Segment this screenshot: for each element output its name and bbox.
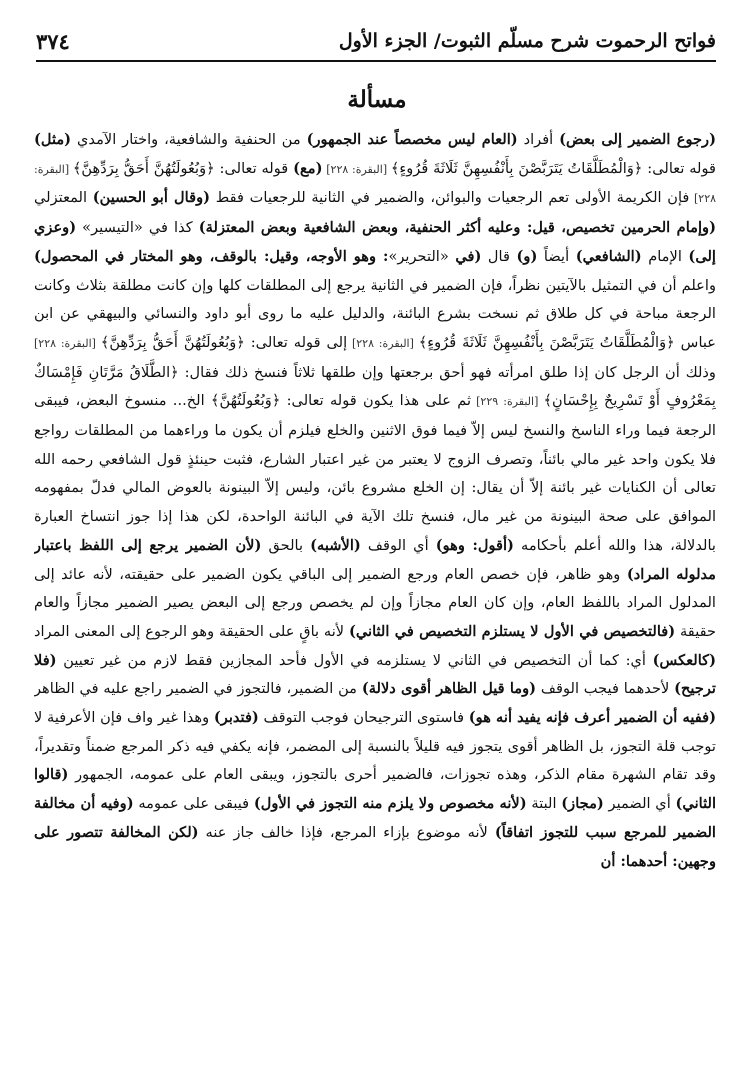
commentary-text: الإمام — [641, 247, 689, 265]
commentary-text: فيبقى على عمومه — [133, 795, 254, 813]
commentary-text: فإن الكريمة الأولى تعم الرجعيات والبوائن، والضمير في الثانية للرجعيات فقط — [210, 189, 690, 207]
commentary-text: لأنه باقٍ على الحقيقة وهو الرجوع إلى المعنى المراد — [34, 622, 349, 640]
commentary-text: أيضاً — [537, 247, 576, 265]
page-number: ٣٧٤ — [36, 28, 70, 54]
matn-text: (و) — [516, 247, 538, 265]
matn-text: (الأشبه) — [310, 536, 361, 554]
matn-text: (وعزي إلى) — [34, 219, 716, 265]
quran-verse: ﴿الطَّلَاقُ مَرَّتَانِ فَإِمْسَاكٌ بِمَعْرُوفٍ أَوْ تَسْرِيحٌ بِإِحْسَانٍ﴾ — [34, 363, 716, 410]
matn-text: (وإمام الحرمين تخصيص، قيل: وعليه أكثر الحنفية، وبعض الشافعية وبعض المعتزلة) — [198, 219, 716, 237]
commentary-text: كذا في «التيسير» — [76, 219, 199, 237]
matn-text: (قالوا الثاني) — [34, 766, 716, 813]
commentary-text: أي الوقف — [360, 536, 436, 554]
commentary-text: قوله تعالى: — [214, 159, 294, 177]
commentary-text: واعلم أن في التمثيل بالآيتين نظراً، فإن الضمير في الثانية يرجع إلى المطلقات كلها وإن كانت مطلقة بثلاث وكانت الرجعة مباحة في كل طلاق ثم نسخت بشرع البائنة، والدليل عليه ما روى أبو داود والنسائي والبيهقي عن ابن عباس — [34, 276, 716, 351]
matn-text: (لأن الضمير يرجع إلى اللفظ باعتبار مدلوله المراد) — [34, 536, 716, 583]
matn-text: (رجوع الضمير إلى بعض) — [559, 131, 716, 148]
quran-verse: ﴿وَالْمُطَلَّقَاتُ يَتَرَبَّصْنَ بِأَنْفُسِهِنَّ ثَلَاثَةَ قُرُوءٍ﴾ — [418, 333, 675, 351]
quran-verse: ﴿وَالْمُطَلَّقَاتُ يَتَرَبَّصْنَ بِأَنْفُسِهِنَّ ثَلَاثَةَ قُرُوءٍ﴾ — [390, 159, 643, 177]
commentary-text: المعتزلي — [34, 189, 93, 207]
commentary-text: البتة — [526, 795, 562, 813]
commentary-text: من الضمير، فالتجوز في الضمير راجع عليه في الظاهر — [34, 680, 362, 698]
commentary-text: قوله تعالى: — [642, 159, 716, 177]
commentary-text: من الحنفية والشافعية، واختار الآمدي — [71, 131, 307, 148]
paragraph — [34, 126, 716, 876]
commentary-text: أي الضمير — [603, 795, 676, 813]
commentary-text: الخ... منسوخ البعض، فيبقى الرجعة فيما وراء الناسخ والنسخ ليس إلاّ فيما فوق الاثنين والخلع فيلزم أن يكون ما وراءهما من المطلقات رواجع فلا يكون واحد غير مالي بائناً، وتصرف الزوج لا يعتبر من غير اعتبار الشارع، فثبت حينئذٍ قول الشافعي رحمه الله تعالى أن الكنايات غير بائنة إلاّ أن يقال: إن الخلع مشروع بائن، وليس إلاّ البينونة بالعوض المالي فدلّ بمفهومه الموافق على صحة البينونة من غير مال، فنسخ تلك الآية في البائنة الواحدة، لكن هذا إذا جوز انتساخ العبارة بالدلالة، هذا والله أعلم بأحكامه — [34, 392, 716, 554]
commentary-text: أي: كما أن التخصيص في الثاني لا يستلزمه في الأول فأحد المجازين فقط لازم من غير تعيين — [56, 651, 653, 669]
quran-verse: ﴿وَبُعُولَتُهُنَّ أَحَقُّ بِرَدِّهِنَّ﴾ — [100, 333, 245, 351]
commentary-text: ثم على هذا يكون قوله تعالى: — [280, 392, 472, 410]
matn-text: (في — [455, 247, 482, 265]
verse-reference: [البقرة: ٢٢٨] — [34, 162, 716, 206]
commentary-text: قال — [481, 247, 517, 265]
commentary-text: وذلك أن الرجل كان إذا طلق امرأته فهو أحق برجعتها وإن طلقها ثلاثاً فنسخ ذلك فقال: — [178, 363, 716, 381]
matn-text: (كالعكس) — [652, 651, 716, 669]
verse-reference: [البقرة: ٢٢٨] — [347, 336, 419, 350]
matn-text: : وهو الأوجه، وقيل: بالوقف، وهو المختار في المحصول) — [34, 247, 389, 265]
matn-text: (ففيه أن الضمير أعرف فإنه يفيد أنه هو) — [468, 709, 716, 727]
commentary-text: إلى قوله تعالى: — [244, 333, 348, 351]
commentary-text: بالحق — [261, 536, 311, 554]
verse-reference: [البقرة: ٢٢٨] — [34, 336, 101, 350]
commentary-text: لأحدهما فيجب الوقف — [536, 680, 675, 698]
commentary-text: وهذا غير واف فإن الأعرفية لا توجب قلة التجوز، بل الظاهر أقوى يتجوز فيه قليلاً بالنسبة إلى المضمر، فإنه يكفي فيه ذكر المرجع ضمناً وتقديراً، وقد تقام الشهرة مقام الذكر، وهذه تجوزات، فالضمير أحرى بالتجوز، ويبقى العام على عمومه، الجمهور — [34, 709, 716, 784]
quran-verse: ﴿وَبُعُولَتُهُنَّ أَحَقُّ بِرَدِّهِنَّ﴾ — [72, 159, 215, 177]
verse-reference: [البقرة: ٢٢٨] — [322, 162, 391, 176]
matn-text: (مجاز) — [561, 795, 604, 813]
running-header — [36, 24, 716, 58]
matn-text: (أقول: وهو) — [435, 536, 514, 554]
matn-text: (العام ليس مخصصاً عند الجمهور) — [306, 131, 518, 148]
matn-text: (وقال أبو الحسين) — [92, 189, 211, 207]
matn-text: (مع) — [293, 159, 323, 177]
matn-text: (الشافعي) — [575, 247, 642, 265]
commentary-text: «التحرير» — [388, 247, 456, 265]
matn-text: (لكن المخالفة تتصور على وجهين: أحدهما: أن — [34, 823, 716, 870]
matn-text: (مثل) — [34, 131, 72, 148]
running-title: فواتح الرحموت شرح مسلّم الثبوت/ الجزء الأول — [338, 30, 716, 52]
quran-verse: ﴿وَبُعُولَتُهُنَّ﴾ — [210, 392, 281, 410]
body-text — [34, 126, 716, 1081]
matn-text: (فتدبر) — [213, 709, 259, 727]
commentary-text: لأنه موضوع بإزاء المرجع، فإذا خالف جاز عنه — [198, 823, 495, 841]
matn-text: (فلا ترجيح) — [34, 651, 716, 698]
verse-reference: [البقرة: ٢٢٩] — [471, 395, 544, 409]
matn-text: (لأنه مخصوص ولا يلزم منه التجوز في الأول) — [253, 795, 527, 813]
commentary-text: وهو ظاهر، فإن خصص العام ورجع الضمير إلى الباقي يكون الضمير على حقيقته، لأنه عائد إلى المدلول المراد باللفظ العام، وإن كان العام مجازاً وإن لم يخصص ورجع إلى البعض يصير الضمير مجازاً والعام حقيقة — [34, 565, 716, 640]
commentary-text: أفراد — [517, 131, 560, 148]
section-title: مسألة — [347, 86, 407, 113]
commentary-text: فاستوى الترجيحان فوجب التوقف — [258, 709, 469, 727]
matn-text: (وفيه أن مخالفة الضمير للمرجع سبب للتجوز اتفاقاً) — [34, 795, 716, 841]
matn-text: (وما قيل الظاهر أقوى دلالة) — [361, 680, 537, 698]
matn-text: (فالتخصيص في الأول لا يستلزم التخصيص في الثاني) — [348, 622, 676, 640]
header-rule — [36, 60, 716, 62]
